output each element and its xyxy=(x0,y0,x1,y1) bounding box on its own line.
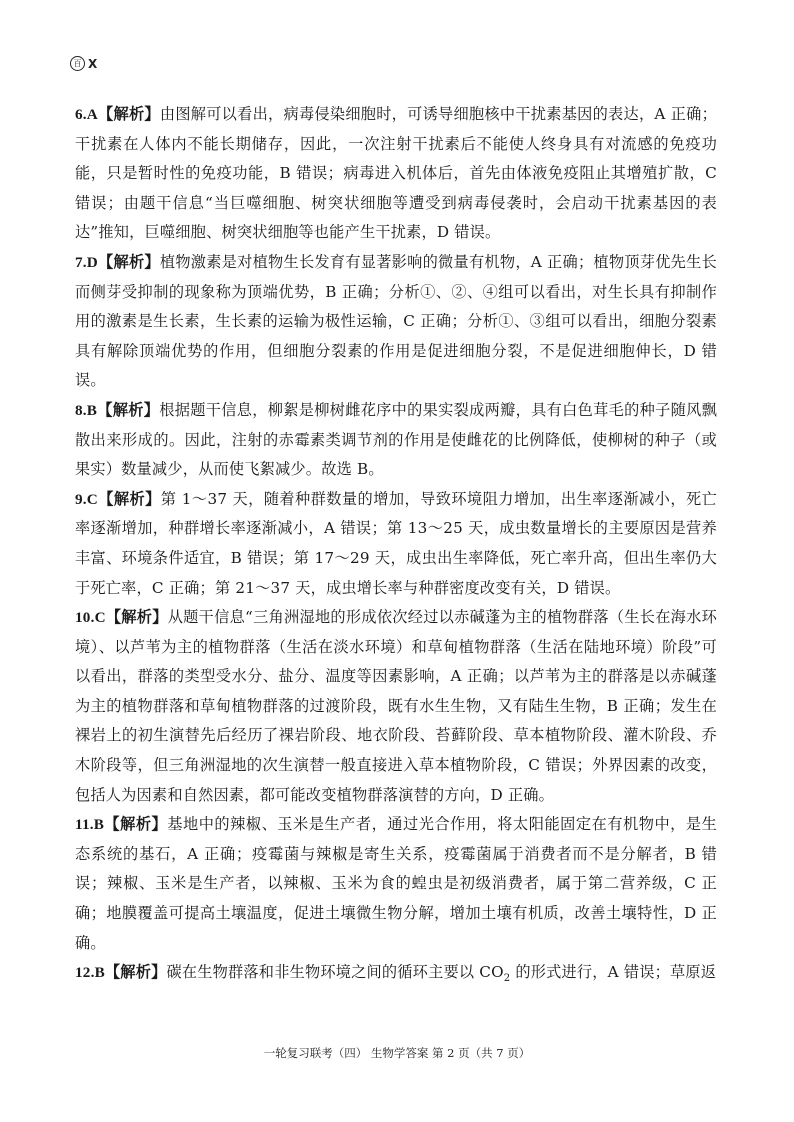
answer-text: 从题干信息“三角洲湿地的形成依次经过以赤碱蓬为主的植物群落（生长在海水环境）、以芦苇为主的植物群落（生活在淡水环境）和草甸植物群落（生活在陆地环境）阶段”可以看出，群落的类型受水分、盐分、温度等因素影响，A 正确；以芦苇为主的群落是以赤碱蓬为主的植物群落和草甸植物群落的过渡阶段，既有水生生物，又有陆生生物，B 正确；发生在裸岩上的初生演替先后经历了裸岩阶段、地衣阶段、苔藓阶段、草本植物阶段、灌木阶段、乔木阶段等，但三角洲湿地的次生演替一般直接进入草本植物阶段，C 错误；外界因素的改变，包括人为因素和自然因素，都可能改变植物群落演替的方向，D 正确。 xyxy=(75,608,717,804)
answer-paragraph-12 xyxy=(75,958,717,994)
question-number: 7.D xyxy=(75,253,98,271)
answer-paragraph-7 xyxy=(75,248,717,396)
question-number: 11.B xyxy=(75,816,105,834)
answer-paragraph-9 xyxy=(75,485,717,603)
page-footer: 一轮复习联考（四） 生物学答案 第 2 页（共 7 页） xyxy=(263,1046,531,1060)
answer-text: 碳在生物群落和非生物环境之间的循环主要以 CO xyxy=(166,963,504,982)
analysis-tag: 【解析】 xyxy=(97,489,161,508)
analysis-tag: 【解析】 xyxy=(97,252,160,271)
answer-paragraph-8 xyxy=(75,396,717,485)
answer-paragraph-10 xyxy=(75,603,717,810)
analysis-tag: 【解析】 xyxy=(97,105,160,123)
answer-text-continued: 的形式进行，A 错误；草原返 xyxy=(510,963,717,982)
answer-paragraph-6 xyxy=(75,100,717,248)
answer-text: 由图解可以看出，病毒侵染细胞时，可诱导细胞核中干扰素基因的表达，A 正确；干扰素在人体内不能长期储存，因此，一次注射干扰素后不能使人终身具有对流感的免疫功能，只是暂时性的免疫功能，B 错误；病毒进入机体后，首先由体液免疫阻止其增殖扩散，C 错误；由题干信息“当巨噬细胞、树突状细胞等遭受到病毒侵袭时，会启动干扰素基因的表达”推知，巨噬细胞、树突状细胞等也能产生干扰素，D 错误。 xyxy=(75,105,717,242)
analysis-tag: 【解析】 xyxy=(104,963,167,982)
answer-text: 基地中的辣椒、玉米是生产者，通过光合作用，将太阳能固定在有机物中，是生态系统的基石，A 正确；疫霉菌与辣椒是寄生关系，疫霉菌属于消费者而不是分解者，B 错误；辣椒、玉米是生产者，以辣椒、玉米为食的蝗虫是初级消费者，属于第二营养级，C 正确；地膜覆盖可提高土壤温度，促进土壤微生物分解，增加土壤有机质，改善土壤特性，D 正确。 xyxy=(75,815,717,952)
subscript: 2 xyxy=(503,973,511,985)
logo-circle-icon: 百 xyxy=(70,56,85,71)
analysis-tag: 【解析】 xyxy=(105,608,168,627)
answer-content xyxy=(75,100,717,994)
question-number: 10.C xyxy=(75,609,106,627)
header-logo xyxy=(70,56,97,71)
question-number: 8.B xyxy=(75,401,98,419)
answer-text: 第 1～37 天，随着种群数量的增加，导致环境阻力增加，出生率逐渐减小，死亡率逐渐增加，种群增长率逐渐减小，A 错误；第 13～25 天，成虫数量增长的主要原因是营养丰富、环境条件适宜，B 错误；第 17～29 天，成虫出生率降低，死亡率升高，但出生率仍大于死亡率，C 正确；第 21～37 天，成虫增长率与种群密度改变有关，D 错误。 xyxy=(75,489,717,597)
answer-paragraph-11 xyxy=(75,810,717,958)
answer-text: 植物激素是对植物生长发育有显著影响的微量有机物，A 正确；植物顶芽优先生长而侧芽受抑制的现象称为顶端优势，B 正确；分析①、②、④组可以看出，对生长具有抑制作用的激素是生长素，生长素的运输为极性运输，C 正确；分析①、③组可以看出，细胞分裂素具有解除顶端优势的作用，但细胞分裂素的作用是促进细胞分裂，不是促进细胞伸长，D 错误。 xyxy=(75,252,717,390)
question-number: 6.A xyxy=(75,106,98,123)
logo-suffix: X xyxy=(88,56,98,71)
analysis-tag: 【解析】 xyxy=(97,400,160,419)
question-number: 12.B xyxy=(75,964,105,982)
answer-text: 根据题干信息，柳絮是柳树雌花序中的果实裂成两瓣，具有白色茸毛的种子随风飘散出来形成的。因此，注射的赤霉素类调节剂的作用是使雌花的比例降低，使柳树的种子（或果实）数量减少，从而使飞絮减少。故选 B。 xyxy=(75,400,717,479)
question-number: 9.C xyxy=(75,490,98,508)
analysis-tag: 【解析】 xyxy=(104,815,168,834)
